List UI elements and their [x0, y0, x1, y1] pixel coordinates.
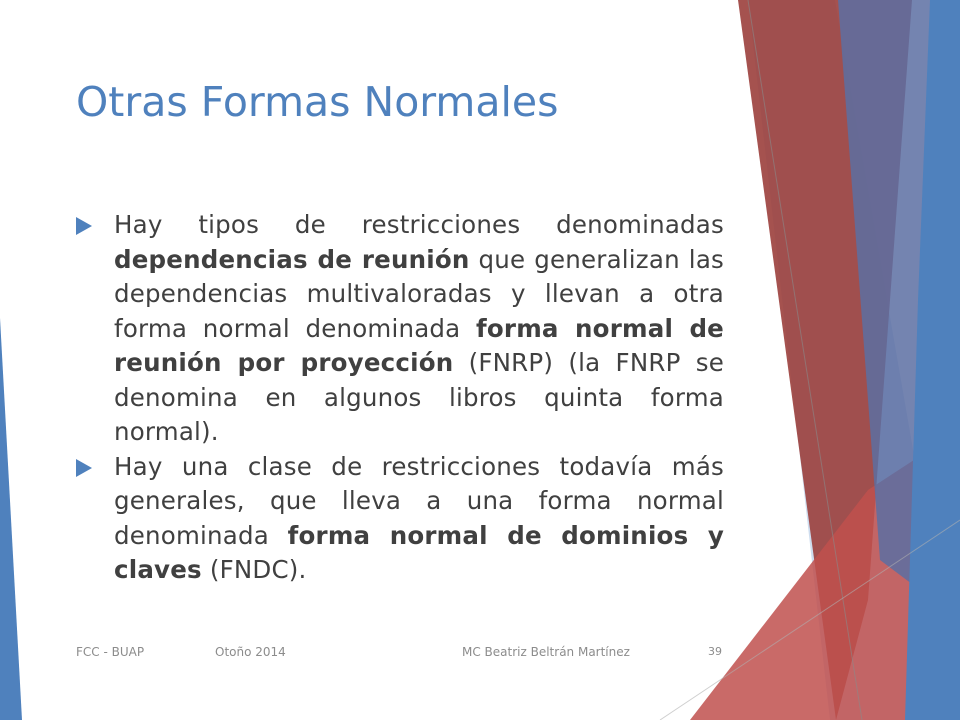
bullet-item	[76, 450, 724, 588]
bold-term: forma normal de dominios y claves	[114, 520, 724, 584]
slide-number: 39	[708, 645, 722, 658]
footer-institution: FCC - BUAP	[76, 645, 145, 659]
triangle-bullet-icon	[76, 217, 92, 235]
footer-date: Otoño 2014	[215, 645, 286, 659]
text-segment: (FNDC).	[201, 555, 307, 584]
bullet-list	[76, 208, 724, 588]
bullet-text	[114, 210, 724, 446]
triangle-bullet-icon	[76, 459, 92, 477]
text-segment: (FNRP) (la FNRP se denomina en algunos libros quinta forma normal).	[114, 348, 724, 446]
text-segment: que generalizan las dependencias multivaloradas y llevan a otra forma normal denominada	[114, 244, 724, 343]
bold-term: dependencias de reunión	[114, 244, 470, 274]
bold-term: forma normal de reunión por proyección	[114, 313, 724, 377]
slide-title: Otras Formas Normales	[76, 78, 559, 126]
footer-author: MC Beatriz Beltrán Martínez	[462, 645, 630, 659]
text-segment: Hay tipos de restricciones denominadas	[114, 210, 724, 239]
bullet-item	[76, 208, 724, 450]
text-segment: Hay una clase de restricciones todavía más generales, que lleva a una forma normal denominada	[114, 451, 724, 550]
bullet-text	[114, 452, 724, 585]
left-blue-strip	[0, 318, 22, 720]
